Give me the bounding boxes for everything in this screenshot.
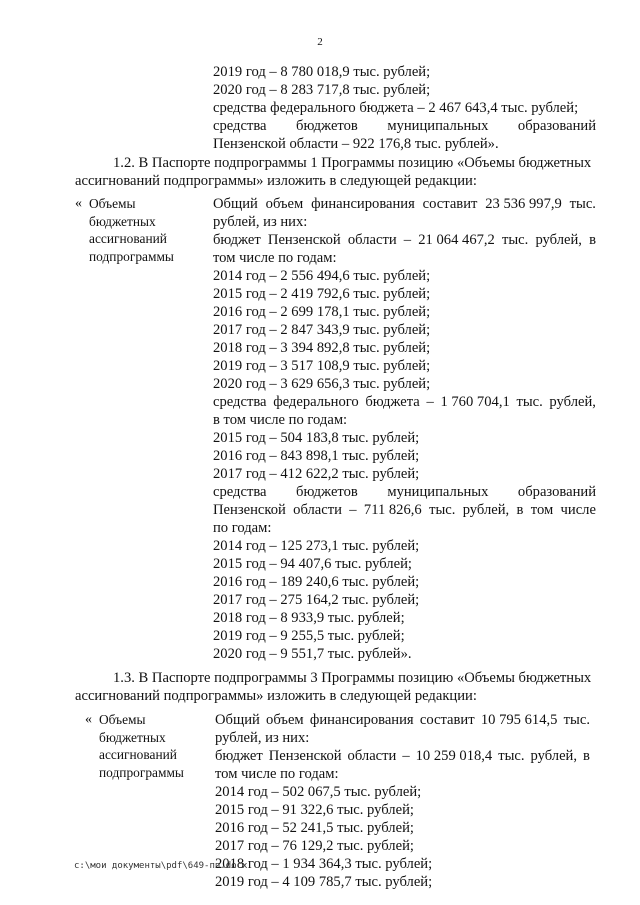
word: муниципальных [387, 118, 489, 134]
regional-line [215, 747, 590, 765]
word: федерального [273, 394, 359, 410]
paragraph-line: ассигнований подпрограммы» изложить в следующей редакции: [75, 688, 477, 704]
intro-municipal-line [213, 117, 596, 135]
word: тыс. [563, 712, 590, 728]
section-1-3-paragraph [75, 669, 595, 705]
word: – [402, 748, 410, 764]
year-line: 2017 год – 2 847 343,9 тыс. рублей; [213, 322, 431, 338]
word: рублей, [535, 232, 582, 248]
word: в [583, 748, 590, 764]
label-line: Объемы [99, 712, 146, 727]
word: рублей, [530, 748, 578, 764]
word: средства [213, 118, 267, 134]
word: бюджет [215, 748, 263, 764]
section-1-2-paragraph [75, 154, 595, 190]
word: области [293, 502, 342, 518]
year-line: 2019 год – 3 517 108,9 тыс. рублей; [213, 358, 431, 374]
page-number: 2 [317, 36, 323, 48]
year-line: 2017 год – 275 164,2 тыс. рублей; [213, 592, 420, 608]
quote-mark: « [85, 712, 92, 727]
word: Пензенской [213, 502, 286, 518]
regional-line [213, 231, 596, 249]
word: объем [265, 196, 304, 212]
year-line: 2018 год – 3 394 892,8 тыс. рублей; [213, 340, 431, 356]
word: финансирования [309, 712, 414, 728]
word: – [403, 232, 412, 248]
municipal-line [213, 483, 596, 501]
total-line [215, 711, 590, 729]
word: финансирования [311, 196, 415, 212]
word: – [426, 394, 434, 410]
year-line: 2015 год – 504 183,8 тыс. рублей; [213, 430, 420, 446]
footer-file-path: c:\мои документы\pdf\649-пп.docx [74, 861, 248, 871]
text-line: в том числе по годам: [213, 412, 348, 428]
year-line: 2017 год – 76 129,2 тыс. рублей; [215, 838, 414, 854]
label-line: подпрограммы [99, 764, 184, 780]
text-line: том числе по годам: [215, 766, 339, 782]
year-line: 2016 год – 2 699 178,1 тыс. рублей; [213, 304, 431, 320]
intro-line: средства федерального бюджета – 2 467 643,4 тыс. рублей; [213, 100, 579, 116]
word: 23 536 997,9 [485, 196, 562, 212]
intro-line: 2020 год – 8 283 717,8 тыс. рублей; [213, 82, 431, 98]
word: составит [422, 196, 478, 212]
year-line: 2020 год – 3 629 656,3 тыс. рублей; [213, 376, 431, 392]
word: 21 064 467,2 [418, 232, 495, 248]
word: объем [266, 712, 304, 728]
text-line: по годам: [213, 520, 272, 536]
word: Общий [213, 196, 258, 212]
text-line: том числе по годам: [213, 250, 337, 266]
word: 10 259 018,4 [415, 748, 493, 764]
word: области [347, 748, 397, 764]
quote-mark: « [75, 196, 82, 211]
intro-line: 2019 год – 8 780 018,9 тыс. рублей; [213, 64, 431, 80]
year-line: 2016 год – 189 240,6 тыс. рублей; [213, 574, 420, 590]
year-line: 2018 год – 8 933,9 тыс. рублей; [213, 610, 405, 626]
year-line: 2014 год – 2 556 494,6 тыс. рублей; [213, 268, 431, 284]
year-line: 2015 год – 94 407,6 тыс. рублей; [213, 556, 412, 572]
word: рублей, [462, 502, 510, 518]
year-line: 2015 год – 2 419 792,6 тыс. рублей; [213, 286, 431, 302]
municipal-line [213, 501, 596, 519]
word: средства [213, 484, 267, 500]
word: средства [213, 394, 267, 410]
label-line: ассигнований [99, 747, 177, 763]
federal-line [213, 393, 596, 411]
word: Пензенской [267, 232, 341, 248]
word: бюджетов [296, 484, 358, 500]
year-line: 2018 год – 1 934 364,3 тыс. рублей; [215, 856, 433, 872]
word: 711 826,6 [363, 502, 422, 518]
paragraph-line: 1.2. В Паспорте подпрограммы 1 Программы позицию «Объемы бюджетных [113, 155, 592, 171]
word: 1 760 704,1 [440, 394, 510, 410]
word: том [530, 502, 554, 518]
word: тыс. [498, 748, 525, 764]
word: образований [517, 484, 596, 500]
word: бюджета [365, 394, 420, 410]
word: тыс. [502, 232, 529, 248]
word: числе [560, 502, 596, 518]
year-line: 2016 год – 843 898,1 тыс. рублей; [213, 448, 420, 464]
paragraph-line: ассигнований подпрограммы» изложить в следующей редакции: [75, 173, 477, 189]
word: муниципальных [387, 484, 489, 500]
word: – [349, 502, 357, 518]
year-line: 2020 год – 9 551,7 тыс. рублей». [213, 646, 412, 662]
word: Общий [215, 712, 260, 728]
total-line [213, 195, 596, 213]
word: бюджет [213, 232, 261, 248]
year-line: 2017 год – 412 622,2 тыс. рублей; [213, 466, 420, 482]
year-line: 2015 год – 91 322,6 тыс. рублей; [215, 802, 414, 818]
word: в [589, 232, 596, 248]
text-line: рублей, из них: [215, 730, 310, 746]
label-line: подпрограммы [89, 248, 174, 264]
position-label [99, 711, 184, 781]
word: рублей, [549, 394, 596, 410]
intro-line: Пензенской области – 922 176,8 тыс. рублей». [213, 136, 499, 152]
label-line: бюджетных [89, 213, 156, 229]
year-line: 2019 год – 9 255,5 тыс. рублей; [213, 628, 405, 644]
word: образований [517, 118, 596, 134]
year-line: 2016 год – 52 241,5 тыс. рублей; [215, 820, 414, 836]
label-line: ассигнований [89, 231, 167, 247]
year-line: 2019 год – 4 109 785,7 тыс. рублей; [215, 874, 433, 890]
word: тыс. [516, 394, 543, 410]
word: 10 795 614,5 [480, 712, 558, 728]
word: бюджетов [296, 118, 358, 134]
word: составит [419, 712, 475, 728]
label-line: Объемы [89, 196, 136, 211]
word: области [347, 232, 397, 248]
paragraph-line: 1.3. В Паспорте подпрограммы 3 Программы позицию «Объемы бюджетных [113, 670, 592, 686]
label-line: бюджетных [99, 729, 166, 745]
word: Пензенской [268, 748, 342, 764]
word: тыс. [429, 502, 456, 518]
position-label [89, 195, 174, 265]
year-line: 2014 год – 502 067,5 тыс. рублей; [215, 784, 422, 800]
word: тыс. [569, 196, 596, 212]
year-line: 2014 год – 125 273,1 тыс. рублей; [213, 538, 420, 554]
word: в [516, 502, 524, 518]
text-line: рублей, из них: [213, 214, 308, 230]
